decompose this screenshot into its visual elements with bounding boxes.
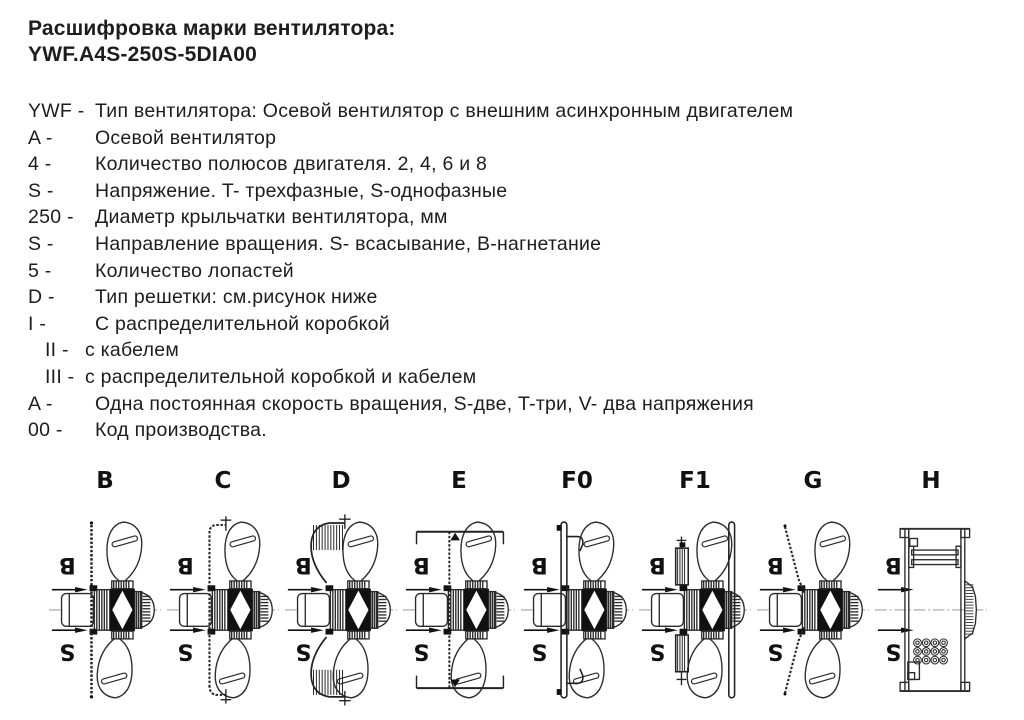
legend-code: III - (45, 365, 75, 388)
fan-diagram-E (400, 468, 518, 720)
legend-row-5 (28, 231, 1004, 258)
motor-body (652, 593, 684, 626)
motor-cap (260, 592, 273, 627)
legend-text: Диаметр крыльчатки вентилятора, мм (95, 206, 448, 229)
fan-drawing (873, 496, 989, 720)
fan-diagram-F1 (636, 468, 754, 720)
motor-cap (614, 592, 627, 627)
legend-row-10 (45, 364, 1004, 391)
motor-hump (965, 581, 977, 639)
fan-drawing (283, 496, 399, 720)
legend-row-8 (28, 311, 1004, 338)
flow-label-discharge: B (530, 551, 548, 578)
terminal-grid (914, 639, 948, 664)
flow-arrow-discharge (547, 587, 560, 592)
motor-cap (732, 592, 745, 627)
legend-code: D - (28, 286, 55, 309)
legend-text: Тип решетки: см.рисунок ниже (95, 286, 378, 309)
fan-diagram-B (46, 468, 164, 720)
grille-type-label: F0 (561, 467, 593, 494)
fan-drawing (755, 496, 871, 720)
legend-code: S - (28, 179, 54, 202)
legend-code: 00 - (28, 419, 63, 442)
page-title-line1: Расшифровка марки вентилятора: (28, 17, 396, 40)
grille-type-label: F1 (679, 467, 711, 494)
fan-core (652, 522, 745, 698)
legend-text: Одна постоянная скорость вращения, S-две, T-три, V- два напряжения (95, 392, 754, 415)
legend-text: с кабелем (85, 339, 179, 362)
legend-row-9 (45, 337, 1004, 364)
blade-top (225, 522, 260, 583)
motor-body (416, 593, 448, 626)
blade-bottom (333, 637, 368, 698)
flow-label-suction: S (885, 638, 902, 665)
fan-drawing (47, 496, 163, 720)
flow-arrow-discharge (783, 587, 796, 592)
blade-top (697, 522, 732, 583)
legend-text: Количество лопастей (95, 259, 294, 282)
fan-svg-plate (47, 496, 163, 720)
flow-label-suction: S (177, 638, 194, 665)
motor-body (298, 593, 330, 626)
flow-arrow-suction (311, 627, 324, 632)
flow-arrow-discharge (193, 587, 206, 592)
flow-arrow-discharge (311, 587, 324, 592)
flow-label-discharge: B (648, 551, 666, 578)
fan-core (62, 522, 155, 698)
legend-text: Направление вращения. S- всасывание, B-нагнетание (95, 232, 602, 255)
legend-code: 4 - (28, 153, 52, 176)
grille-type-label: E (451, 467, 467, 494)
legend-row-6 (28, 258, 1004, 285)
blade-bottom (569, 637, 604, 698)
motor-cap (496, 592, 509, 627)
flow-arrow-discharge (75, 587, 88, 592)
legend-row-12 (28, 417, 1004, 444)
legend-row-0 (28, 98, 1004, 125)
legend-text: Тип вентилятора: Осевой вентилятор с внешним асинхронным двигателем (95, 100, 794, 122)
legend-code: I - (28, 312, 47, 335)
flow-arrow-discharge (901, 587, 914, 592)
flow-arrow-suction (901, 627, 914, 632)
flow-label-suction: S (295, 638, 312, 665)
blade-top (107, 522, 142, 583)
legend-text: с распределительной коробкой и кабелем (85, 365, 477, 388)
legend-code: YWF - (28, 100, 85, 122)
fan-svg-box-frame (401, 496, 517, 720)
grille-type-label: D (331, 467, 351, 494)
flow-label-suction: S (59, 638, 76, 665)
blade-top (815, 522, 850, 583)
fan-drawing (401, 496, 517, 720)
flow-label-suction: S (649, 638, 666, 665)
legend-code: A - (28, 126, 53, 149)
hub-bracket (912, 550, 958, 555)
legend-row-7 (28, 284, 1004, 311)
guard-flat-plate (90, 521, 93, 698)
blade-bottom (97, 637, 132, 698)
legend-row-4 (28, 204, 1004, 231)
fan-svg-ring-plate (519, 496, 635, 720)
flow-label-discharge: B (294, 551, 312, 578)
legend-text: С распределительной коробкой (95, 312, 390, 335)
blade-bottom (215, 637, 250, 698)
legend-code: S - (28, 232, 54, 255)
flow-arrow-suction (193, 627, 206, 632)
flow-label-discharge: B (58, 551, 76, 578)
marking-legend (28, 98, 1004, 444)
flow-label-discharge: B (884, 551, 902, 578)
grille-type-diagrams (28, 468, 1004, 720)
legend-row-11 (28, 391, 1004, 418)
legend-code: 5 - (28, 259, 52, 282)
motor-body (62, 593, 94, 626)
flow-arrow-suction (783, 627, 796, 632)
legend-code: A - (28, 392, 53, 415)
legend-code: II - (45, 339, 69, 362)
grille-type-label: G (803, 467, 823, 494)
flow-arrow-discharge (665, 587, 678, 592)
grille-type-label: B (96, 467, 114, 494)
fan-diagram-D (282, 468, 400, 720)
page-title-line2: YWF.A4S-250S-5DIA00 (28, 43, 258, 66)
fan-drawing (165, 496, 281, 720)
motor-cap (142, 592, 155, 627)
flow-label-discharge: B (176, 551, 194, 578)
fan-drawing (519, 496, 635, 720)
legend-text: Напряжение. T- трехфазные, S-однофазные (95, 179, 508, 202)
fan-diagram-H (872, 468, 990, 720)
motor-body (770, 593, 802, 626)
fan-core (416, 522, 509, 698)
flow-arrow-suction (429, 627, 442, 632)
flow-label-discharge: B (412, 551, 430, 578)
legend-row-3 (28, 178, 1004, 205)
flow-arrow-suction (665, 627, 678, 632)
legend-row-2 (28, 151, 1004, 178)
fan-svg-wire-guard (283, 496, 399, 720)
flow-arrow-suction (547, 627, 560, 632)
fan-svg-bent-plate (165, 496, 281, 720)
flow-arrow-discharge (429, 587, 442, 592)
flow-arrow-suction (75, 627, 88, 632)
blade-bottom (805, 637, 840, 698)
legend-text: Осевой вентилятор (95, 126, 277, 149)
motor-body (180, 593, 212, 626)
fan-svg-flared-plate (755, 496, 871, 720)
blade-bottom (687, 637, 722, 698)
legend-text: Количество полюсов двигателя. 2, 4, 6 и 8 (95, 153, 488, 176)
flow-label-discharge: B (766, 551, 784, 578)
legend-code: 250 - (28, 206, 74, 229)
motor-cap (378, 592, 391, 627)
fan-core (180, 522, 273, 698)
blade-top (579, 522, 614, 583)
motor-cap (850, 592, 863, 627)
legend-text: Код производства. (95, 419, 267, 442)
fan-diagram-G (754, 468, 872, 720)
fan-drawing (637, 496, 753, 720)
fan-diagram-F0 (518, 468, 636, 720)
flow-label-suction: S (531, 638, 548, 665)
fan-diagram-C (164, 468, 282, 720)
blade-top (343, 522, 378, 583)
legend-row-1 (28, 125, 1004, 152)
fan-core (534, 522, 627, 698)
grille-type-label: H (921, 467, 941, 494)
fan-core (770, 522, 863, 698)
flow-label-suction: S (767, 638, 784, 665)
fan-svg-guard-ring-plate (637, 496, 753, 720)
fan-svg-duct (873, 496, 989, 720)
grille-type-label: C (214, 467, 232, 494)
flow-label-suction: S (413, 638, 430, 665)
